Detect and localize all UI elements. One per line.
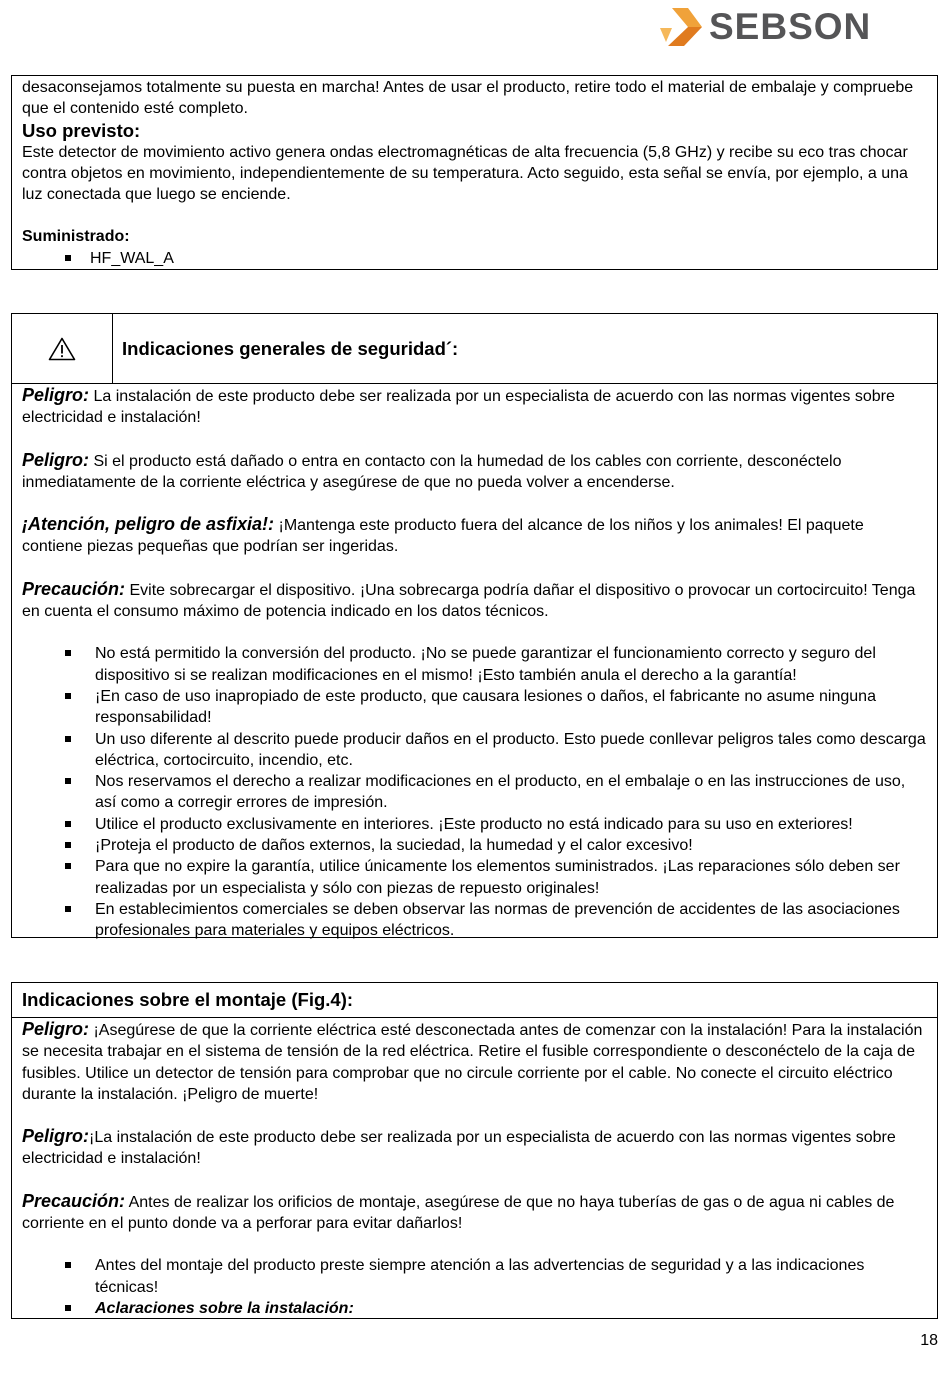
list-item: No está permitido la conversión del producto. ¡No se puede garantizar el funcionamiento correcto y seguro del dispositivo si se realizan modificaciones en el mismo! ¡Esto también anula el derecho a la garantía!	[22, 643, 927, 686]
safety-p1-text: La instalación de este producto debe ser realizada por un especialista de acuerdo con las normas vigentes sobre electricidad e instalación!	[22, 388, 895, 427]
montaje-p3	[22, 1191, 927, 1235]
montaje-title: Indicaciones sobre el montaje (Fig.4):	[22, 989, 354, 1010]
montaje-p1-label: Peligro:	[22, 1019, 90, 1039]
safety-p3-text: ¡Mantenga este producto fuera del alcance de los niños y los animales! El paquete contiene piezas pequeñas que podrían ser ingeridas.	[22, 517, 864, 556]
montaje-box	[11, 982, 938, 1319]
montaje-p1	[22, 1019, 927, 1105]
list-item: ¡Proteja el producto de daños externos, la suciedad, la humedad y el calor excesivo!	[22, 835, 927, 856]
montaje-list	[22, 1255, 927, 1319]
montaje-p3-label: Precaución:	[22, 1190, 126, 1211]
uso-previsto-title: Uso previsto:	[22, 119, 141, 141]
safety-title: Indicaciones generales de seguridad´:	[122, 337, 459, 359]
list-item: Aclaraciones sobre la instalación:	[22, 1298, 927, 1319]
safety-header	[12, 314, 937, 384]
montaje-p2-label: Peligro:	[22, 1126, 90, 1147]
safety-title-cell	[113, 314, 937, 383]
safety-list	[22, 643, 927, 941]
intro-continued: desaconsejamos totalmente su puesta en marcha! Antes de usar el producto, retire todo el material de embalaje y compruebe que el contenido esté completo.	[22, 79, 914, 118]
list-item: Un uso diferente al descrito puede producir daños en el producto. Esto puede conllevar peligros tales como descarga eléctrica, cortocircuito, incendio, etc.	[22, 729, 927, 772]
list-item: En establecimientos comerciales se deben observar las normas de prevención de accidentes de las asociaciones profesionales para materiales y equipos eléctricos.	[22, 899, 927, 942]
safety-p4-text: Evite sobrecargar el dispositivo. ¡Una sobrecarga podría dañar el dispositivo o provocar un cortocircuito! Tenga en cuenta el consumo máximo de potencia indicado en los datos técnicos.	[22, 581, 916, 621]
safety-box	[11, 313, 938, 938]
list-item: Para que no expire la garantía, utilice únicamente los elementos suministrados. ¡Las reparaciones sólo deben ser realizadas por un especialista y sólo con piezas de repuesto originales!	[22, 856, 927, 899]
safety-p3	[22, 514, 927, 558]
safety-p1-label: Peligro:	[22, 385, 90, 405]
montaje-p2	[22, 1126, 927, 1170]
list-item: Nos reservamos el derecho a realizar modificaciones en el producto, en el embalaje o en las instrucciones de uso, así como a corregir errores de impresión.	[22, 771, 927, 814]
safety-p2	[22, 450, 927, 494]
suministrado-item: HF_WAL_A	[22, 248, 927, 269]
intro-box	[11, 75, 938, 270]
warning-triangle-icon	[48, 337, 76, 361]
safety-p2-text: Si el producto está dañado o entra en contacto con la humedad de los cables con corriente, desconéctelo inmediatamente de la corriente eléctrica y asegúrese de que no pueda volver a encenderse.	[22, 452, 842, 491]
safety-p4	[22, 579, 927, 623]
uso-previsto-text: Este detector de movimiento activo genera ondas electromagnéticas de alta frecuencia (5,8 GHz) y recibe su eco tras chocar contra objetos en movimiento, independientemente de su temperatura. Acto seguido, esta señal se envía, por ejemplo, a una luz conectada que luego se enciende.	[22, 143, 908, 204]
montaje-p2-text: ¡La instalación de este producto debe ser realizada por un especialista de acuerdo con las normas vigentes sobre electricidad e instalación!	[22, 1129, 896, 1168]
logo-text: SEBSON	[709, 6, 872, 47]
page-number: 18	[920, 1332, 938, 1349]
warning-icon-cell	[12, 314, 113, 383]
list-item: ¡En caso de uso inapropiado de este producto, que causara lesiones o daños, el fabricante no asume ninguna responsabilidad!	[22, 686, 927, 729]
sebson-logo	[658, 6, 883, 48]
safety-p2-label: Peligro:	[22, 449, 90, 470]
list-item: Antes del montaje del producto preste siempre atención a las advertencias de seguridad y a las indicaciones técnicas!	[22, 1255, 927, 1298]
suministrado-list	[22, 248, 927, 269]
list-item: Utilice el producto exclusivamente en interiores. ¡Este producto no está indicado para su uso en exteriores!	[22, 814, 927, 835]
montaje-p3-text: Antes de realizar los orificios de montaje, asegúrese de que no haya tuberías de gas o de agua ni cables de corriente en el punto donde va a perforar para evitar dañarlos!	[22, 1193, 895, 1233]
safety-p1	[22, 385, 927, 429]
safety-p3-label: ¡Atención, peligro de asfixia!:	[22, 514, 275, 535]
montaje-p1-text: ¡Asegúrese de que la corriente eléctrica esté desconectada antes de comenzar con la instalación! Para la instalación se necesita trabajar en el sistema de tensión de la red eléctrica. Retire el fusible correspondiente o desconéctelo de la caja de fusibles. Utilice un detector de tensión para comprobar que no circule corriente por el cable. No conecte el circuito eléctrico durante la instalación. ¡Peligro de muerte!	[22, 1022, 923, 1103]
montaje-header	[12, 983, 937, 1018]
suministrado-title: Suministrado:	[22, 228, 130, 246]
sebson-chevron-icon	[658, 6, 704, 48]
safety-p4-label: Precaución:	[22, 578, 126, 599]
